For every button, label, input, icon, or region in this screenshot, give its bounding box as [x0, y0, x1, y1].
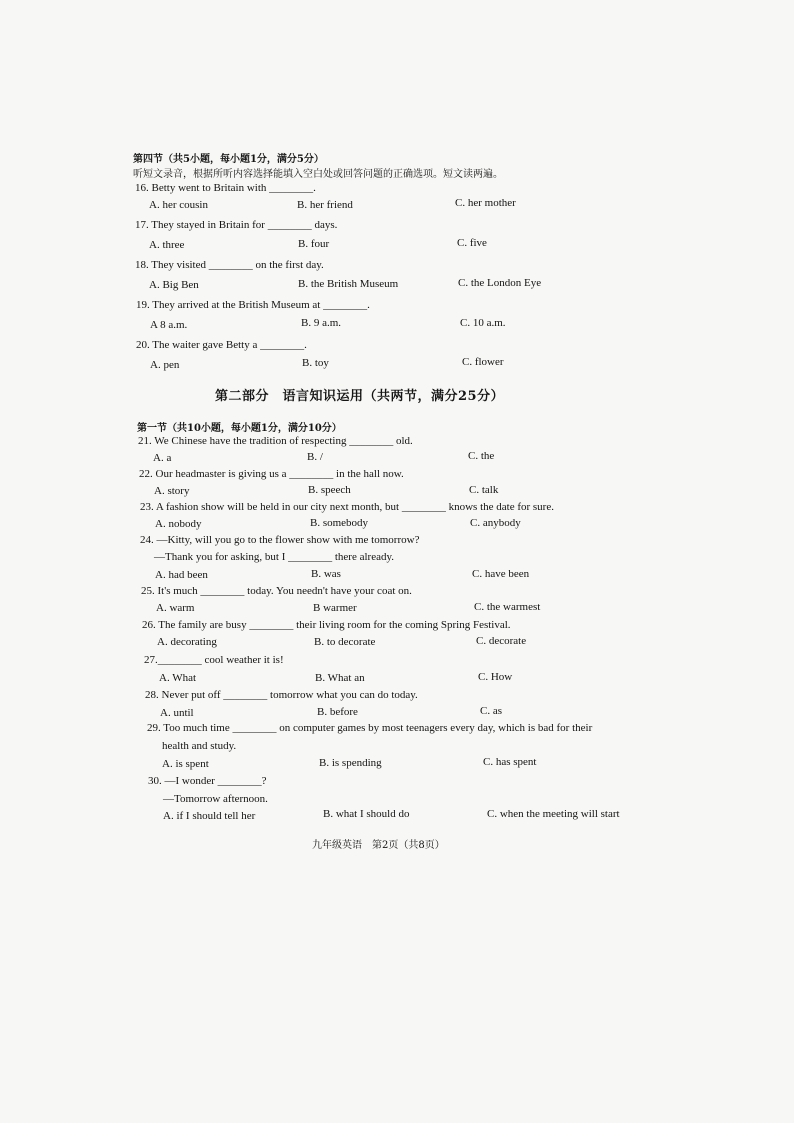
question-21-stem: 21. We Chinese have the tradition of respecting ________ old. — [138, 435, 413, 447]
question-18-stem: 18. They visited ________ on the first day. — [135, 259, 324, 271]
question-17-option-a: A. three — [149, 239, 185, 251]
question-28-option-c: C. as — [480, 705, 502, 717]
question-24-option-a: A. had been — [155, 569, 208, 581]
question-18-option-a: A. Big Ben — [149, 279, 199, 291]
question-25-option-c: C. the warmest — [474, 601, 541, 613]
question-26-option-c: C. decorate — [476, 635, 527, 647]
question-23-option-b: B. somebody — [310, 517, 369, 529]
question-23-option-a: A. nobody — [155, 518, 202, 530]
section4-title: 第四节（共5小题，每小题1分，满分5分） — [133, 154, 324, 165]
question-22-stem: 22. Our headmaster is giving us a ________ in the hall now. — [139, 468, 404, 480]
question-23-option-c: C. anybody — [470, 517, 521, 529]
question-16-option-a: A. her cousin — [149, 199, 208, 211]
question-16-stem: 16. Betty went to Britain with ________. — [135, 182, 316, 194]
question-19-option-c: C. 10 a.m. — [460, 317, 506, 329]
question-21-option-c: C. the — [468, 450, 495, 462]
question-22-option-b: B. speech — [308, 484, 351, 496]
question-25-stem: 25. It's much ________ today. You needn't have your coat on. — [141, 585, 412, 597]
question-30-stem-line2: —Tomorrow afternoon. — [163, 793, 268, 805]
question-25-option-a: A. warm — [156, 602, 195, 614]
question-27-stem: 27.________ cool weather it is! — [144, 654, 284, 666]
question-26-stem: 26. The family are busy ________ their living room for the coming Spring Festival. — [142, 619, 511, 631]
question-16-option-c: C. her mother — [455, 197, 516, 209]
question-27-option-b: B. What an — [315, 672, 365, 684]
question-30-option-a: A. if I should tell her — [163, 810, 256, 822]
question-30-stem: 30. —I wonder ________? — [148, 775, 267, 787]
question-19-stem: 19. They arrived at the British Museum at ________. — [136, 299, 370, 311]
question-24-stem-line2: —Thank you for asking, but I ________ there already. — [154, 551, 395, 563]
question-17-option-b: B. four — [298, 238, 330, 250]
question-18-option-b: B. the British Museum — [298, 278, 399, 290]
question-17-stem: 17. They stayed in Britain for ________ days. — [135, 219, 338, 231]
part2-title: 第二部分 语言知识运用（共两节，满分25分） — [215, 389, 505, 404]
question-28-stem: 28. Never put off ________ tomorrow what you can do today. — [145, 689, 418, 701]
question-29-stem-line2: health and study. — [162, 740, 237, 752]
question-30-option-c: C. when the meeting will start — [487, 808, 620, 820]
question-20-option-b: B. toy — [302, 357, 329, 369]
question-26-option-a: A. decorating — [157, 636, 217, 648]
question-23-stem: 23. A fashion show will be held in our city next month, but ________ knows the date for sure. — [140, 501, 554, 513]
page-footer: 九年级英语 第2页（共8页） — [312, 840, 445, 851]
question-20-stem: 20. The waiter gave Betty a ________. — [136, 339, 307, 351]
question-26-option-b: B. to decorate — [314, 636, 376, 648]
question-22-option-c: C. talk — [469, 484, 499, 496]
question-18-option-c: C. the London Eye — [458, 277, 542, 289]
question-24-option-c: C. have been — [472, 568, 530, 580]
question-22-option-a: A. story — [154, 485, 190, 497]
question-29-option-b: B. is spending — [319, 757, 382, 769]
question-21-option-b: B. / — [307, 451, 323, 463]
section1-title: 第一节（共10小题，每小题1分，满分10分） — [137, 423, 342, 434]
question-24-stem: 24. —Kitty, will you go to the flower show with me tomorrow? — [140, 534, 420, 546]
question-19-option-b: B. 9 a.m. — [301, 317, 342, 329]
question-20-option-a: A. pen — [150, 359, 180, 371]
question-27-option-a: A. What — [159, 672, 197, 684]
question-16-option-b: B. her friend — [297, 199, 353, 211]
question-17-option-c: C. five — [457, 237, 487, 249]
question-30-option-b: B. what I should do — [323, 808, 410, 820]
question-29-option-c: C. has spent — [483, 756, 537, 768]
question-24-option-b: B. was — [311, 568, 341, 580]
question-20-option-c: C. flower — [462, 356, 504, 368]
question-19-option-a: A 8 a.m. — [150, 319, 188, 331]
question-25-option-b: B warmer — [313, 602, 357, 614]
question-29-stem: 29. Too much time ________ on computer games by most teenagers every day, which is bad for their — [147, 722, 593, 734]
question-27-option-c: C. How — [478, 671, 513, 683]
question-29-option-a: A. is spent — [162, 758, 209, 770]
question-21-option-a: A. a — [153, 452, 172, 464]
question-28-option-b: B. before — [317, 706, 358, 718]
question-28-option-a: A. until — [160, 707, 194, 719]
section4-instruction: 听短文录音，根据所听内容选择能填入空白处或回答问题的正确选项。短文读两遍。 — [133, 169, 503, 180]
